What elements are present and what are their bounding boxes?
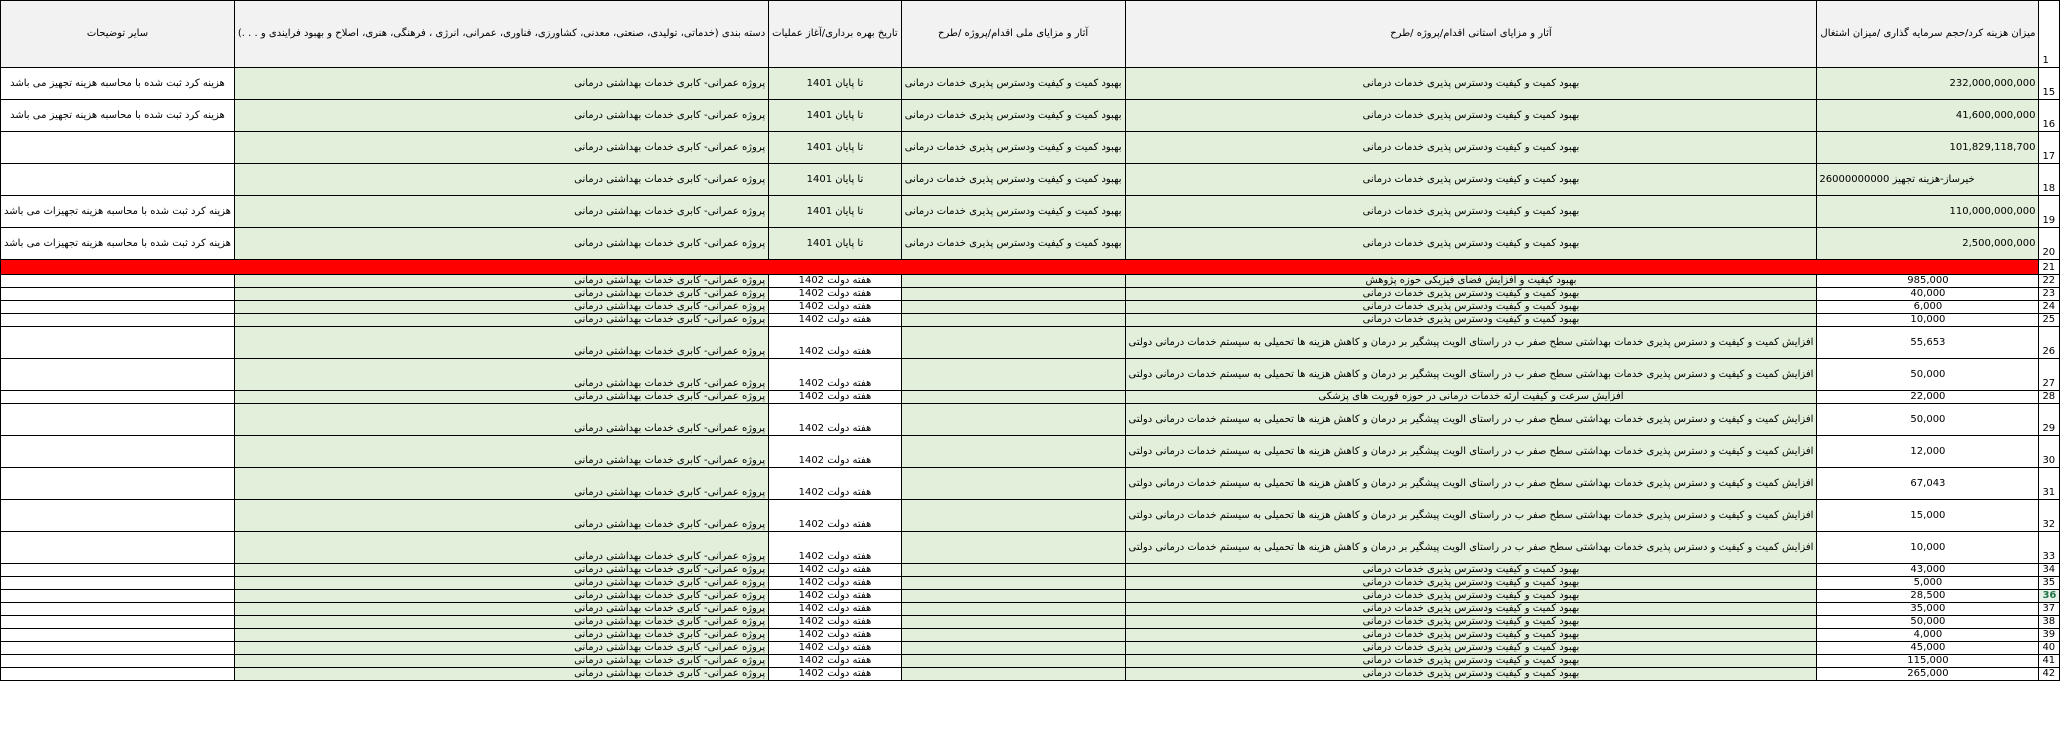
cell-date[interactable]: هفته دولت 1402 — [769, 288, 902, 301]
cell-amount[interactable]: 15,000 — [1817, 500, 2039, 532]
header-category[interactable]: دسته بندی (خدماتی، تولیدی، صنعتی، معدنی، کشاورزی، فناوری، عمرانی، انرژی ، فرهنگی، هنری، اصلاح و بهبود فرایندی و . . .) — [234, 1, 768, 68]
cell-provincial[interactable]: افزایش کمیت و کیفیت و دسترس پذیری خدمات بهداشتی سطح صفر ب در راستای الویت پیشگیر بر درمان و کاهش هزینه ها تحمیلی به سیستم خدمات درمانی دولتی — [1125, 468, 1817, 500]
row-number[interactable]: 35 — [2039, 577, 2060, 590]
cell-date[interactable]: هفته دولت 1402 — [769, 404, 902, 436]
cell-other[interactable] — [1, 391, 235, 404]
cell-amount[interactable]: 985,000 — [1817, 275, 2039, 288]
cell-other[interactable] — [1, 668, 235, 681]
cell-date[interactable]: هفته دولت 1402 — [769, 436, 902, 468]
cell-other[interactable] — [1, 301, 235, 314]
cell-provincial[interactable]: بهبود کمیت و کیفیت ودسترس پذیری خدمات درمانی — [1125, 196, 1817, 228]
cell-amount[interactable]: 101,829,118,700 — [1817, 132, 2039, 164]
cell-other[interactable] — [1, 314, 235, 327]
cell-other[interactable] — [1, 564, 235, 577]
cell-amount[interactable]: 115,000 — [1817, 655, 2039, 668]
table-row — [1, 629, 2060, 642]
cell-category[interactable]: پروژه عمرانی- کابری خدمات بهداشتی درمانی — [234, 275, 768, 288]
cell-other[interactable] — [1, 359, 235, 391]
cell-provincial[interactable]: بهبود کمیت و کیفیت ودسترس پذیری خدمات درمانی — [1125, 629, 1817, 642]
cell-category[interactable]: پروژه عمرانی- کابری خدمات بهداشتی درمانی — [234, 603, 768, 616]
cell-amount[interactable]: 45,000 — [1817, 642, 2039, 655]
cell-other[interactable] — [1, 642, 235, 655]
cell-provincial[interactable]: بهبود کمیت و کیفیت ودسترس پذیری خدمات درمانی — [1125, 314, 1817, 327]
cell-national[interactable] — [901, 616, 1125, 629]
cell-category[interactable]: پروژه عمرانی- کابری خدمات بهداشتی درمانی — [234, 642, 768, 655]
table-row — [1, 564, 2060, 577]
cell-national[interactable]: بهبود کمیت و کیفیت ودسترس پذیری خدمات درمانی — [901, 68, 1125, 100]
cell-national[interactable] — [901, 655, 1125, 668]
cell-amount[interactable]: 6,000 — [1817, 301, 2039, 314]
cell-national[interactable] — [901, 327, 1125, 359]
cell-provincial[interactable]: افزایش کمیت و کیفیت و دسترس پذیری خدمات بهداشتی سطح صفر ب در راستای الویت پیشگیر بر درمان و کاهش هزینه ها تحمیلی به سیستم خدمات درمانی دولتی — [1125, 404, 1817, 436]
cell-provincial[interactable]: بهبود کمیت و کیفیت ودسترس پذیری خدمات درمانی — [1125, 616, 1817, 629]
row-number[interactable]: 33 — [2039, 532, 2060, 564]
cell-other[interactable] — [1, 275, 235, 288]
cell-national[interactable] — [901, 577, 1125, 590]
row-number[interactable]: 41 — [2039, 655, 2060, 668]
cell-other[interactable] — [1, 655, 235, 668]
row-number[interactable]: 15 — [2039, 68, 2060, 100]
cell-date[interactable]: تا پایان 1401 — [769, 164, 902, 196]
table-row — [1, 616, 2060, 629]
cell-national[interactable] — [901, 642, 1125, 655]
cell-provincial[interactable]: بهبود کمیت و کیفیت ودسترس پذیری خدمات درمانی — [1125, 655, 1817, 668]
cell-amount[interactable]: 232,000,000,000 — [1817, 68, 2039, 100]
cell-category[interactable]: پروژه عمرانی- کابری خدمات بهداشتی درمانی — [234, 132, 768, 164]
cell-category[interactable]: پروژه عمرانی- کابری خدمات بهداشتی درمانی — [234, 164, 768, 196]
row-number[interactable]: 30 — [2039, 436, 2060, 468]
cell-amount[interactable]: 265,000 — [1817, 668, 2039, 681]
row-number[interactable]: 20 — [2039, 228, 2060, 260]
table-row — [1, 577, 2060, 590]
cell-date[interactable]: تا پایان 1401 — [769, 100, 902, 132]
cell-category[interactable]: پروژه عمرانی- کابری خدمات بهداشتی درمانی — [234, 196, 768, 228]
cell-date[interactable]: تا پایان 1401 — [769, 228, 902, 260]
cell-national[interactable] — [901, 436, 1125, 468]
header-row — [1, 1, 2060, 68]
cell-national[interactable] — [901, 603, 1125, 616]
cell-national[interactable] — [901, 500, 1125, 532]
cell-provincial[interactable]: بهبود کمیت و کیفیت ودسترس پذیری خدمات درمانی — [1125, 642, 1817, 655]
header-date[interactable]: تاریخ بهره برداری/آغاز عملیات — [769, 1, 902, 68]
cell-date[interactable]: هفته دولت 1402 — [769, 564, 902, 577]
cell-date[interactable]: هفته دولت 1402 — [769, 616, 902, 629]
red-separator[interactable] — [1, 260, 2039, 275]
table-row — [1, 314, 2060, 327]
cell-date[interactable]: هفته دولت 1402 — [769, 668, 902, 681]
cell-category[interactable]: پروژه عمرانی- کابری خدمات بهداشتی درمانی — [234, 301, 768, 314]
cell-provincial[interactable]: بهبود کمیت و کیفیت ودسترس پذیری خدمات درمانی — [1125, 564, 1817, 577]
cell-other[interactable] — [1, 616, 235, 629]
table-row — [1, 301, 2060, 314]
cell-amount[interactable]: 35,000 — [1817, 603, 2039, 616]
cell-date[interactable]: تا پایان 1401 — [769, 132, 902, 164]
row-number[interactable]: 25 — [2039, 314, 2060, 327]
header-national[interactable]: آثار و مزایای ملی اقدام/پروژه /طرح — [901, 1, 1125, 68]
cell-category[interactable]: پروژه عمرانی- کابری خدمات بهداشتی درمانی — [234, 314, 768, 327]
table-row — [1, 164, 2060, 196]
cell-amount[interactable]: 43,000 — [1817, 564, 2039, 577]
cell-amount[interactable]: 22,000 — [1817, 391, 2039, 404]
cell-national[interactable] — [901, 468, 1125, 500]
cell-provincial[interactable]: بهبود کمیت و کیفیت ودسترس پذیری خدمات درمانی — [1125, 288, 1817, 301]
cell-category[interactable]: پروژه عمرانی- کابری خدمات بهداشتی درمانی — [234, 532, 768, 564]
cell-other[interactable] — [1, 468, 235, 500]
cell-date[interactable]: تا پایان 1401 — [769, 196, 902, 228]
row-number[interactable]: 17 — [2039, 132, 2060, 164]
cell-amount[interactable]: 5,000 — [1817, 577, 2039, 590]
cell-provincial[interactable]: بهبود کمیت و کیفیت ودسترس پذیری خدمات درمانی — [1125, 100, 1817, 132]
cell-national[interactable] — [901, 288, 1125, 301]
cell-category[interactable]: پروژه عمرانی- کابری خدمات بهداشتی درمانی — [234, 391, 768, 404]
cell-date[interactable]: هفته دولت 1402 — [769, 391, 902, 404]
cell-provincial[interactable]: بهبود کمیت و کیفیت ودسترس پذیری خدمات درمانی — [1125, 68, 1817, 100]
header-other[interactable]: سایر توضیحات — [1, 1, 235, 68]
cell-amount[interactable]: 2,500,000,000 — [1817, 228, 2039, 260]
cell-category[interactable]: پروژه عمرانی- کابری خدمات بهداشتی درمانی — [234, 359, 768, 391]
cell-other[interactable]: هزینه کرد ثبت شده با محاسبه هزینه تجهیز می باشد — [1, 68, 235, 100]
cell-date[interactable]: هفته دولت 1402 — [769, 275, 902, 288]
cell-other[interactable] — [1, 436, 235, 468]
row-number[interactable]: 28 — [2039, 391, 2060, 404]
cell-category[interactable]: پروژه عمرانی- کابری خدمات بهداشتی درمانی — [234, 68, 768, 100]
cell-date[interactable]: هفته دولت 1402 — [769, 468, 902, 500]
table-row — [1, 100, 2060, 132]
cell-category[interactable]: پروژه عمرانی- کابری خدمات بهداشتی درمانی — [234, 668, 768, 681]
cell-date[interactable]: هفته دولت 1402 — [769, 590, 902, 603]
row-number[interactable]: 42 — [2039, 668, 2060, 681]
cell-other[interactable] — [1, 577, 235, 590]
cell-provincial[interactable]: بهبود کمیت و کیفیت ودسترس پذیری خدمات درمانی — [1125, 132, 1817, 164]
cell-amount[interactable]: 12,000 — [1817, 436, 2039, 468]
cell-national[interactable]: بهبود کمیت و کیفیت ودسترس پذیری خدمات درمانی — [901, 228, 1125, 260]
table-row — [1, 228, 2060, 260]
cell-national[interactable] — [901, 629, 1125, 642]
table-row — [1, 655, 2060, 668]
cell-provincial[interactable]: بهبود کمیت و کیفیت ودسترس پذیری خدمات درمانی — [1125, 590, 1817, 603]
table-row — [1, 468, 2060, 500]
cell-provincial[interactable]: بهبود کیفیت و افزایش فضای فیزیکی حوزه پژوهش — [1125, 275, 1817, 288]
cell-amount[interactable]: 50,000 — [1817, 359, 2039, 391]
cell-date[interactable]: تا پایان 1401 — [769, 68, 902, 100]
cell-amount[interactable]: 40,000 — [1817, 288, 2039, 301]
cell-date[interactable]: هفته دولت 1402 — [769, 327, 902, 359]
table-row — [1, 327, 2060, 359]
cell-date[interactable]: هفته دولت 1402 — [769, 500, 902, 532]
cell-date[interactable]: هفته دولت 1402 — [769, 314, 902, 327]
cell-other[interactable]: هزینه کرد ثبت شده با محاسبه هزینه تجهیزات می باشد — [1, 228, 235, 260]
row-number[interactable]: 34 — [2039, 564, 2060, 577]
table-row — [1, 532, 2060, 564]
row-number[interactable]: 36 — [2039, 590, 2060, 603]
cell-amount[interactable]: 55,653 — [1817, 327, 2039, 359]
table-row — [1, 500, 2060, 532]
cell-other[interactable] — [1, 404, 235, 436]
cell-provincial[interactable]: افزایش کمیت و کیفیت و دسترس پذیری خدمات بهداشتی سطح صفر ب در راستای الویت پیشگیر بر درمان و کاهش هزینه ها تحمیلی به سیستم خدمات درمانی دولتی — [1125, 359, 1817, 391]
cell-national[interactable]: بهبود کمیت و کیفیت ودسترس پذیری خدمات درمانی — [901, 100, 1125, 132]
cell-national[interactable] — [901, 668, 1125, 681]
cell-provincial[interactable]: افزایش کمیت و کیفیت و دسترس پذیری خدمات بهداشتی سطح صفر ب در راستای الویت پیشگیر بر درمان و کاهش هزینه ها تحمیلی به سیستم خدمات درمانی دولتی — [1125, 327, 1817, 359]
cell-category[interactable]: پروژه عمرانی- کابری خدمات بهداشتی درمانی — [234, 564, 768, 577]
cell-category[interactable]: پروژه عمرانی- کابری خدمات بهداشتی درمانی — [234, 577, 768, 590]
cell-national[interactable] — [901, 404, 1125, 436]
cell-other[interactable]: هزینه کرد ثبت شده با محاسبه هزینه تجهیز می باشد — [1, 100, 235, 132]
cell-national[interactable] — [901, 391, 1125, 404]
cell-national[interactable]: بهبود کمیت و کیفیت ودسترس پذیری خدمات درمانی — [901, 132, 1125, 164]
cell-provincial[interactable]: بهبود کمیت و کیفیت ودسترس پذیری خدمات درمانی — [1125, 668, 1817, 681]
row-number[interactable]: 19 — [2039, 196, 2060, 228]
cell-category[interactable]: پروژه عمرانی- کابری خدمات بهداشتی درمانی — [234, 436, 768, 468]
row-number[interactable]: 38 — [2039, 616, 2060, 629]
cell-category[interactable]: پروژه عمرانی- کابری خدمات بهداشتی درمانی — [234, 327, 768, 359]
row-number[interactable]: 31 — [2039, 468, 2060, 500]
row-number[interactable]: 22 — [2039, 275, 2060, 288]
cell-amount[interactable]: 110,000,000,000 — [1817, 196, 2039, 228]
cell-amount[interactable]: 41,600,000,000 — [1817, 100, 2039, 132]
cell-date[interactable]: هفته دولت 1402 — [769, 577, 902, 590]
cell-national[interactable] — [901, 532, 1125, 564]
cell-date[interactable]: هفته دولت 1402 — [769, 532, 902, 564]
cell-national[interactable] — [901, 301, 1125, 314]
cell-provincial[interactable]: افزایش سرعت و کیفیت ارئه خدمات درمانی در حوزه فوریت های پزشکی — [1125, 391, 1817, 404]
cell-date[interactable]: هفته دولت 1402 — [769, 629, 902, 642]
row-number[interactable]: 24 — [2039, 301, 2060, 314]
cell-category[interactable]: پروژه عمرانی- کابری خدمات بهداشتی درمانی — [234, 288, 768, 301]
row-number[interactable]: 37 — [2039, 603, 2060, 616]
cell-category[interactable]: پروژه عمرانی- کابری خدمات بهداشتی درمانی — [234, 404, 768, 436]
cell-national[interactable] — [901, 314, 1125, 327]
cell-provincial[interactable]: بهبود کمیت و کیفیت ودسترس پذیری خدمات درمانی — [1125, 164, 1817, 196]
row-number[interactable]: 32 — [2039, 500, 2060, 532]
cell-national[interactable] — [901, 590, 1125, 603]
cell-other[interactable] — [1, 532, 235, 564]
table-row — [1, 668, 2060, 681]
cell-provincial[interactable]: افزایش کمیت و کیفیت و دسترس پذیری خدمات بهداشتی سطح صفر ب در راستای الویت پیشگیر بر درمان و کاهش هزینه ها تحمیلی به سیستم خدمات درمانی دولتی — [1125, 532, 1817, 564]
cell-national[interactable]: بهبود کمیت و کیفیت ودسترس پذیری خدمات درمانی — [901, 196, 1125, 228]
cell-category[interactable]: پروژه عمرانی- کابری خدمات بهداشتی درمانی — [234, 500, 768, 532]
cell-category[interactable]: پروژه عمرانی- کابری خدمات بهداشتی درمانی — [234, 468, 768, 500]
cell-provincial[interactable]: بهبود کمیت و کیفیت ودسترس پذیری خدمات درمانی — [1125, 603, 1817, 616]
table-row — [1, 132, 2060, 164]
cell-category[interactable]: پروژه عمرانی- کابری خدمات بهداشتی درمانی — [234, 100, 768, 132]
table-row — [1, 642, 2060, 655]
row-number[interactable]: 16 — [2039, 100, 2060, 132]
row-number[interactable]: 40 — [2039, 642, 2060, 655]
row-number[interactable]: 29 — [2039, 404, 2060, 436]
table-row — [1, 359, 2060, 391]
separator-row — [1, 260, 2060, 275]
table-row — [1, 404, 2060, 436]
cell-national[interactable] — [901, 359, 1125, 391]
row-number[interactable]: 18 — [2039, 164, 2060, 196]
row-number[interactable]: 23 — [2039, 288, 2060, 301]
header-amount[interactable]: میزان هزینه کرد/حجم سرمایه گذاری /میزان اشتغال — [1817, 1, 2039, 68]
row-number[interactable]: 21 — [2039, 260, 2060, 275]
cell-category[interactable]: پروژه عمرانی- کابری خدمات بهداشتی درمانی — [234, 655, 768, 668]
cell-other[interactable]: هزینه کرد ثبت شده با محاسبه هزینه تجهیزات می باشد — [1, 196, 235, 228]
cell-amount[interactable]: 67,043 — [1817, 468, 2039, 500]
cell-other[interactable] — [1, 500, 235, 532]
cell-amount[interactable]: 50,000 — [1817, 616, 2039, 629]
cell-other[interactable] — [1, 132, 235, 164]
cell-category[interactable]: پروژه عمرانی- کابری خدمات بهداشتی درمانی — [234, 590, 768, 603]
table-row — [1, 196, 2060, 228]
table-row — [1, 288, 2060, 301]
table-row — [1, 391, 2060, 404]
cell-amount[interactable]: 4,000 — [1817, 629, 2039, 642]
table-row — [1, 590, 2060, 603]
table-row — [1, 68, 2060, 100]
cell-national[interactable] — [901, 564, 1125, 577]
cell-provincial[interactable]: بهبود کمیت و کیفیت ودسترس پذیری خدمات درمانی — [1125, 228, 1817, 260]
cell-date[interactable]: هفته دولت 1402 — [769, 301, 902, 314]
table-row — [1, 436, 2060, 468]
cell-other[interactable] — [1, 603, 235, 616]
row-number[interactable]: 39 — [2039, 629, 2060, 642]
row-number[interactable]: 27 — [2039, 359, 2060, 391]
cell-other[interactable] — [1, 590, 235, 603]
table-row — [1, 275, 2060, 288]
cell-category[interactable]: پروژه عمرانی- کابری خدمات بهداشتی درمانی — [234, 616, 768, 629]
cell-provincial[interactable]: بهبود کمیت و کیفیت ودسترس پذیری خدمات درمانی — [1125, 301, 1817, 314]
header-provincial[interactable]: آثار و مزایای استانی اقدام/پروژه /طرح — [1125, 1, 1817, 68]
cell-provincial[interactable]: افزایش کمیت و کیفیت و دسترس پذیری خدمات بهداشتی سطح صفر ب در راستای الویت پیشگیر بر درمان و کاهش هزینه ها تحمیلی به سیستم خدمات درمانی دولتی — [1125, 500, 1817, 532]
cell-category[interactable]: پروژه عمرانی- کابری خدمات بهداشتی درمانی — [234, 629, 768, 642]
cell-date[interactable]: هفته دولت 1402 — [769, 655, 902, 668]
cell-other[interactable] — [1, 327, 235, 359]
cell-amount[interactable]: 50,000 — [1817, 404, 2039, 436]
cell-amount[interactable]: 10,000 — [1817, 314, 2039, 327]
cell-other[interactable] — [1, 288, 235, 301]
cell-provincial[interactable]: افزایش کمیت و کیفیت و دسترس پذیری خدمات بهداشتی سطح صفر ب در راستای الویت پیشگیر بر درمان و کاهش هزینه ها تحمیلی به سیستم خدمات درمانی دولتی — [1125, 436, 1817, 468]
cell-other[interactable] — [1, 629, 235, 642]
cell-date[interactable]: هفته دولت 1402 — [769, 603, 902, 616]
cell-other[interactable] — [1, 164, 235, 196]
table-row — [1, 603, 2060, 616]
cell-national[interactable]: بهبود کمیت و کیفیت ودسترس پذیری خدمات درمانی — [901, 164, 1125, 196]
cell-date[interactable]: هفته دولت 1402 — [769, 642, 902, 655]
row-number[interactable]: 26 — [2039, 327, 2060, 359]
cell-national[interactable] — [901, 275, 1125, 288]
cell-provincial[interactable]: بهبود کمیت و کیفیت ودسترس پذیری خدمات درمانی — [1125, 577, 1817, 590]
cell-amount[interactable]: خیرساز-هزینه تجهیز 26000000000 — [1817, 164, 2039, 196]
cell-amount[interactable]: 28,500 — [1817, 590, 2039, 603]
row-number[interactable]: 1 — [2039, 1, 2060, 68]
cell-category[interactable]: پروژه عمرانی- کابری خدمات بهداشتی درمانی — [234, 228, 768, 260]
cell-date[interactable]: هفته دولت 1402 — [769, 359, 902, 391]
cell-amount[interactable]: 10,000 — [1817, 532, 2039, 564]
